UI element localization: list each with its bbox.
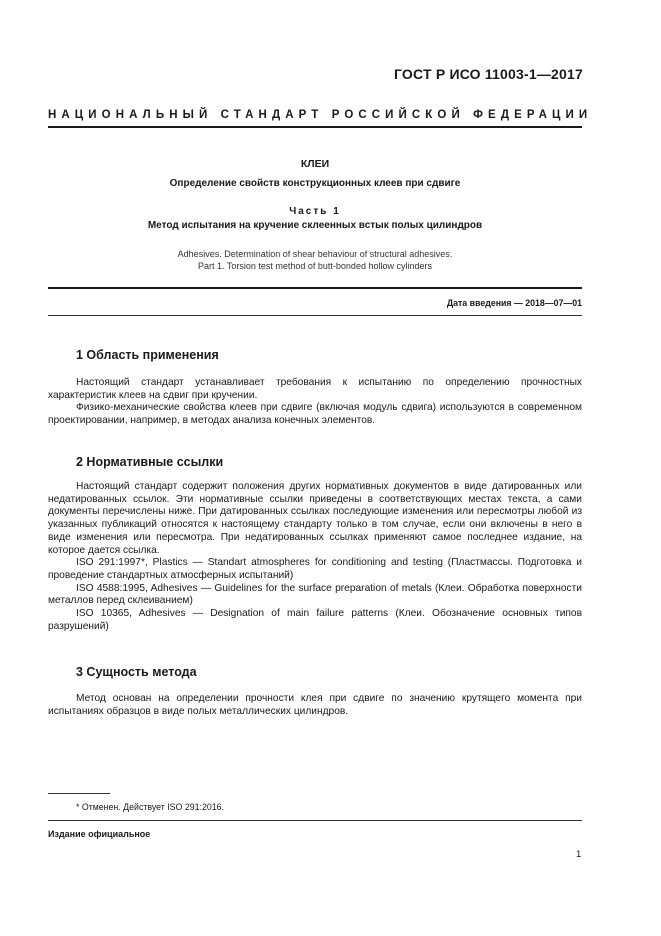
edition-label: Издание официальное: [48, 829, 151, 839]
title-method: Метод испытания на кручение склеенных встык полых цилиндров: [147, 220, 483, 231]
section-3-body: [48, 693, 582, 718]
document-code: ГОСТ Р ИСО 11003-1—2017: [393, 66, 583, 82]
header-rule: [48, 126, 582, 128]
section-2-body: [48, 481, 582, 633]
reference-item: ISO 291:1997*, Plastics — Standart atmospheres for conditioning and testing (Пластмассы. Подготовка и проведение стандартных атмосферных испытаний): [48, 557, 582, 581]
paragraph: Настоящий стандарт содержит положения других нормативных документов в виде датированных или недатированных ссылок. Эти нормативные ссылки приведены в соответствующих местах текста, а сами документы перечислены ниже. При датированных ссылках последующие изменения или пересмотры любой из указанных публикаций относятся к настоящему стандарту только в том случае, если они включены в него в виде изменения или пересмотра. При недатированных ссылках применяют самое последнее издание, на которое дается ссылка.: [48, 481, 582, 556]
paragraph: Физико-механические свойства клеев при сдвиге (включая модуль сдвига) используются в современном проектировании, например, в методах анализа конечных элементов.: [48, 402, 582, 427]
title-part: Часть 1: [289, 206, 341, 217]
date-introduction: Дата введения — 2018—07—01: [446, 298, 582, 308]
section-1-body: [48, 377, 582, 428]
date-rule: [48, 315, 582, 316]
section-2-heading: 2 Нормативные ссылки: [76, 455, 224, 469]
reference-item: ISO 10365, Adhesives — Designation of main failure patterns (Клеи. Обозначение основных типов разрушений): [48, 608, 582, 632]
title-main: КЛЕИ: [300, 158, 330, 170]
section-1-heading: 1 Область применения: [76, 348, 219, 362]
footnote: * Отменен. Действует ISO 291:2016.: [76, 802, 224, 812]
footnote-separator: [48, 793, 110, 794]
paragraph: Настоящий стандарт устанавливает требования к испытанию по определению прочностных характеристик клеев на сдвиг при кручении.: [48, 377, 582, 401]
paragraph: Метод основан на определении прочности клея при сдвиге по значению крутящего момента при испытаниях образцов в виде полых металлических цилиндров.: [48, 693, 582, 717]
title-rule: [48, 287, 582, 289]
reference-item: ISO 4588:1995, Adhesives — Guidelines for the surface preparation of metals (Клеи. Обработка поверхности металлов перед склеиванием): [48, 582, 582, 607]
title-subtitle: Определение свойств конструкционных клеев при сдвиге: [169, 178, 461, 189]
section-3-heading: 3 Сущность метода: [76, 665, 197, 679]
footer-rule: [48, 820, 582, 821]
title-english-line2: Part 1. Torsion test method of butt-bonded hollow cylinders: [198, 261, 432, 271]
standard-title: НАЦИОНАЛЬНЫЙ СТАНДАРТ РОССИЙСКОЙ ФЕДЕРАЦИИ: [48, 109, 593, 121]
page-number: 1: [576, 849, 582, 860]
title-english-line1: Adhesives. Determination of shear behaviour of structural adhesives.: [177, 249, 453, 259]
